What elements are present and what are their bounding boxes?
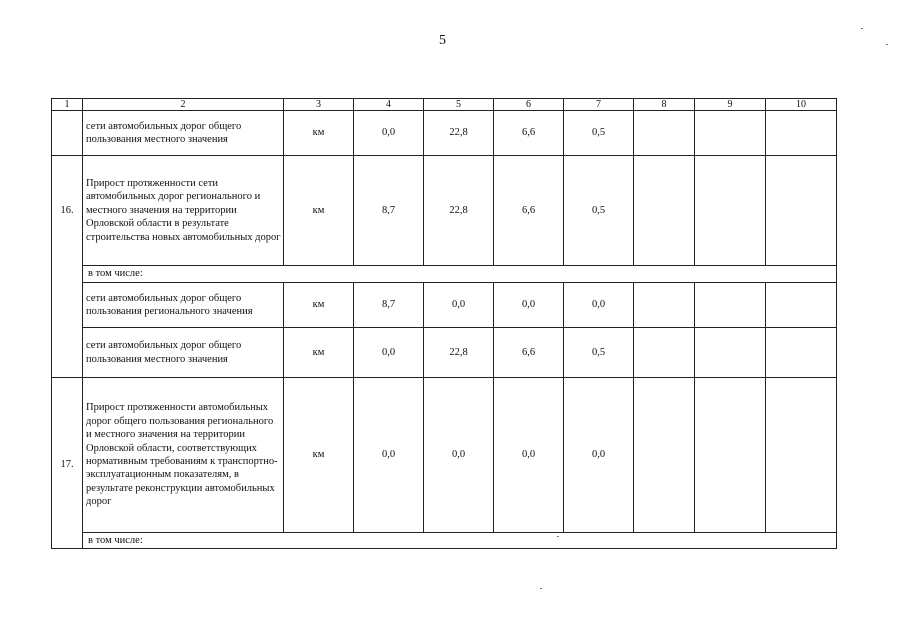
table-row — [52, 283, 837, 328]
unit-cell: км — [284, 156, 354, 266]
value-col-4: 0,0 — [354, 328, 424, 378]
including-label: в том числе: — [83, 266, 837, 283]
value-col-9 — [695, 328, 766, 378]
value-col-7: 0,5 — [564, 156, 634, 266]
indicators-table — [51, 98, 837, 549]
unit-cell: км — [284, 328, 354, 378]
value-col-9 — [695, 283, 766, 328]
value-col-6: 6,6 — [494, 156, 564, 266]
value-col-8 — [634, 378, 695, 533]
value-col-9 — [695, 156, 766, 266]
value-col-8 — [634, 111, 695, 156]
value-col-6: 6,6 — [494, 111, 564, 156]
indicator-name: Прирост протяженности сети автомобильных дорог регионального и местного значения на территории Орловской области в результате строительства новых автомобильных дорог — [83, 156, 284, 266]
page-number: 5 — [439, 33, 446, 48]
header-cell-5: 5 — [424, 99, 494, 111]
unit-cell: км — [284, 378, 354, 533]
row-number-17: 17. — [52, 378, 83, 549]
value-col-4: 8,7 — [354, 283, 424, 328]
value-col-5: 0,0 — [424, 378, 494, 533]
row-number-16: 16. — [52, 156, 83, 378]
value-col-6: 6,6 — [494, 328, 564, 378]
scan-speck — [861, 28, 863, 29]
value-col-10 — [766, 111, 837, 156]
table-row — [52, 328, 837, 378]
value-col-8 — [634, 156, 695, 266]
value-col-7: 0,5 — [564, 328, 634, 378]
header-cell-10: 10 — [766, 99, 837, 111]
indicator-name: Прирост протяженности автомобильных дорог общего пользования регионального и местного значения на территории Орловской области, соответствующих нормативным требованиям к транспортно-эксплуатационным показателям, в результате реконструкции автомобильных дорог — [83, 378, 284, 533]
value-col-5: 22,8 — [424, 156, 494, 266]
value-col-4: 8,7 — [354, 156, 424, 266]
scan-speck — [540, 588, 542, 589]
header-cell-4: 4 — [354, 99, 424, 111]
value-col-10 — [766, 328, 837, 378]
value-col-9 — [695, 378, 766, 533]
value-col-6: 0,0 — [494, 283, 564, 328]
value-col-10 — [766, 378, 837, 533]
indicator-name: сети автомобильных дорог общего пользования местного значения — [83, 111, 284, 156]
value-col-7: 0,0 — [564, 283, 634, 328]
value-col-5: 0,0 — [424, 283, 494, 328]
value-col-8 — [634, 283, 695, 328]
table-row — [52, 533, 837, 549]
table-row — [52, 378, 837, 533]
table-row — [52, 266, 837, 283]
indicator-name: сети автомобильных дорог общего пользования местного значения — [83, 328, 284, 378]
table-row — [52, 111, 837, 156]
header-cell-9: 9 — [695, 99, 766, 111]
header-row — [52, 99, 837, 111]
header-cell-3: 3 — [284, 99, 354, 111]
value-col-6: 0,0 — [494, 378, 564, 533]
value-col-7: 0,5 — [564, 111, 634, 156]
header-cell-1: 1 — [52, 99, 83, 111]
unit-cell: км — [284, 283, 354, 328]
value-col-10 — [766, 156, 837, 266]
row-number-cell — [52, 111, 83, 156]
value-col-7: 0,0 — [564, 378, 634, 533]
value-col-5: 22,8 — [424, 111, 494, 156]
value-col-10 — [766, 283, 837, 328]
header-cell-7: 7 — [564, 99, 634, 111]
scan-speck — [886, 44, 888, 45]
unit-cell: км — [284, 111, 354, 156]
scan-speck — [557, 536, 559, 537]
header-cell-2: 2 — [83, 99, 284, 111]
value-col-4: 0,0 — [354, 111, 424, 156]
header-cell-6: 6 — [494, 99, 564, 111]
indicator-name: сети автомобильных дорог общего пользования регионального значения — [83, 283, 284, 328]
value-col-4: 0,0 — [354, 378, 424, 533]
table-row — [52, 156, 837, 266]
value-col-8 — [634, 328, 695, 378]
value-col-9 — [695, 111, 766, 156]
including-label: в том числе: — [83, 533, 837, 549]
value-col-5: 22,8 — [424, 328, 494, 378]
header-cell-8: 8 — [634, 99, 695, 111]
